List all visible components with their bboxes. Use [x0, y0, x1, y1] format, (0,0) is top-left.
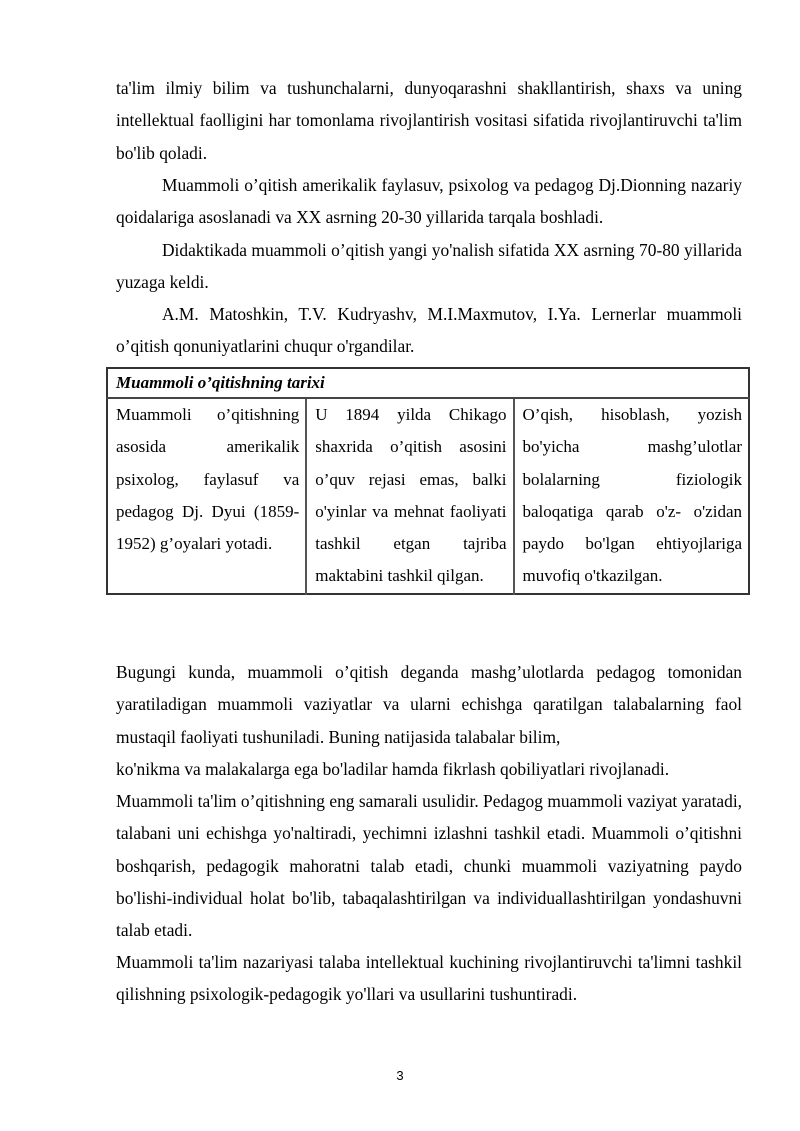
paragraph-5a: Bugungi kunda, muammoli o’qitish deganda mashg’ulotlarda pedagog tomonidan yaratiladigan muammoli vaziyatlar va ularni echishga qaratilgan talabalarning faol mustaqil faoliyati tushuniladi. Buning natijasida talabalar bilim, — [116, 662, 742, 747]
history-table — [106, 367, 750, 595]
table-cell-3: O’qish, hisoblash, yozish bo'yicha mashg’ulotlar bolalarning fiziologik baloqatiga qarab o'z- o'zidan paydo bo'lgan ehtiyojlariga muvofiq o'tkazilgan. — [514, 398, 749, 594]
table-title: Muammoli o’qitishning tarixi — [107, 368, 749, 398]
page-number: 3 — [396, 1068, 404, 1083]
paragraph-6: Muammoli ta'lim o’qitishning eng samarali usulidir. Pedagog muammoli vaziyat yaratadi, talabani uni echishga yo'naltiradi, yechimni izlashni tashkil etadi. Muammoli o’qitishni boshqarish, pedagogik mahoratni talab etadi, chunki muammoli vaziyatning paydo bo'lishi-individual holat bo'lib, tabaqalashtirilgan va individuallashtirilgan yondashuvni talab etadi. — [116, 791, 742, 941]
table-cell-1: Muammoli o’qitishning asosida amerikalik psixolog, faylasuf va pedagog Dj. Dyui (1859-1952) g’oyalari yotadi. — [107, 398, 306, 594]
paragraph-1: ta'lim ilmiy bilim va tushunchalarni, dunyoqarashni shakllantirish, shaxs va uning intellektual faolligini har tomonlama rivojlantirish vositasi sifatida rivojlantiruvchi ta'lim bo'lib qoladi. — [116, 78, 742, 163]
table-cell-2: U 1894 yilda Chikago shaxrida o’qitish asosini o’quv rejasi emas, balki o'yinlar va mehnat faoliyati tashkil etgan tajriba maktabini tashkil qilgan. — [306, 398, 513, 594]
paragraph-3: Didaktikada muammoli o’qitish yangi yo'nalish sifatida XX asrning 70-80 yillarida yuzaga keldi. — [116, 240, 742, 293]
paragraph-2: Muammoli o’qitish amerikalik faylasuv, psixolog va pedagog Dj.Dionning nazariy qoidalariga asoslanadi va XX asrning 20-30 yillarida tarqala boshladi. — [116, 175, 742, 228]
paragraph-5b: ko'nikma va malakalarga ega bo'ladilar hamda fikrlash qobiliyatlari rivojlanadi. — [116, 759, 670, 779]
paragraph-4: A.M. Matoshkin, T.V. Kudryashv, M.I.Maxmutov, I.Ya. Lernerlar muammoli o’qitish qonuniyatlarini chuqur o'rgandilar. — [116, 304, 742, 357]
paragraph-7: Muammoli ta'lim nazariyasi talaba intellektual kuchining rivojlantiruvchi ta'limni tashkil qilishning psixologik-pedagogik yo'llari va usullarini tushuntiradi. — [116, 952, 742, 1005]
